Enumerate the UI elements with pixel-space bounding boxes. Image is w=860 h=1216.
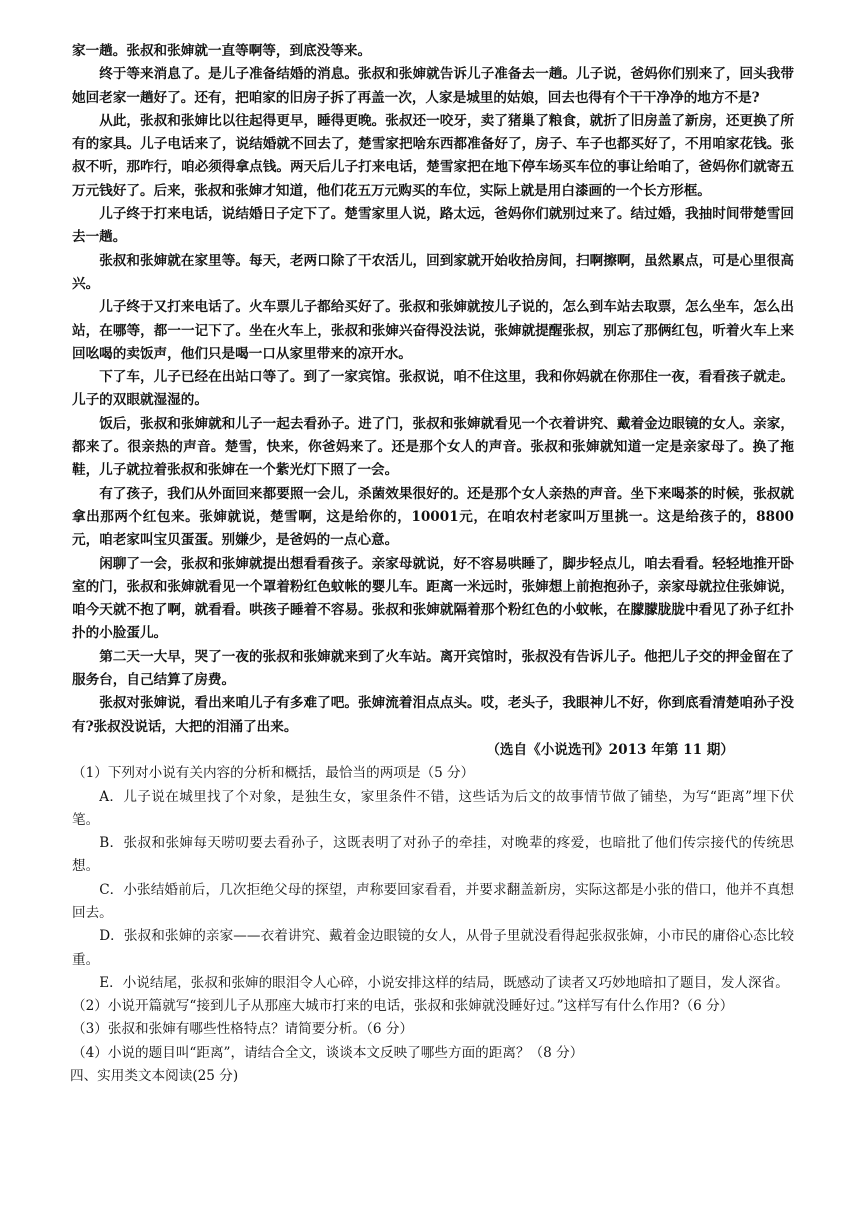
story-paragraph-7: 饭后，张叔和张婶就和儿子一起去看孙子。进了门，张叔和张婶就看见一个衣着讲究、戴着金边眼镜的女人。亲家，都来了。很亲热的声音。楚雪，快来，你爸妈来了。还是那个女人的声音。张叔和张婶就知道一定是亲家母了。换了拖鞋，儿子就拉着张叔和张婶在一个紫光灯下照了一会。 bbox=[72, 415, 794, 479]
story-paragraph-10: 第二天一大早，哭了一夜的张叔和张婶就来到了火车站。离开宾馆时，张叔没有告诉儿子。他把儿子交的押金留在了服务台，自己结算了房费。 bbox=[72, 648, 794, 689]
story-paragraph-3: 儿子终于打来电话，说结婚日子定下了。楚雪家里人说，路太远，爸妈你们就别过来了。结过婚，我抽时间带楚雪回去一趟。 bbox=[72, 206, 794, 246]
story-paragraph-6: 下了车，儿子已经在出站口等了。到了一家宾馆。张叔说，咱不住这里，我和你妈就在你那住一夜，看看孩子就走。儿子的双眼就湿湿的。 bbox=[72, 369, 794, 409]
question-4: （4）小说的题目叫“距离”，请结合全文，谈谈本文反映了哪些方面的距离？（8 分） bbox=[72, 1044, 584, 1061]
question-3: （3）张叔和张婶有哪些性格特点？请简要分析。（6 分） bbox=[72, 1021, 414, 1038]
story-paragraph-1: 终于等来消息了。是儿子准备结婚的消息。张叔和张婶就告诉儿子准备去一趟。儿子说，爸妈你们别来了，回头我带她回老家一趟好了。还有，把咱家的旧房子拆了再盖一次，人家是城里的姑娘，回去也得有个干干净净的地方不是? bbox=[72, 66, 794, 106]
story-paragraph-8: 有了孩子，我们从外面回来都要照一会儿，杀菌效果很好的。还是那个女人亲热的声音。坐下来喝茶的时候，张叔就拿出那两个红包来。张婶就说，楚雪啊，这是给你的，10001元，在咱农村老家叫万里挑一。这是给孩子的，8800元，咱老家叫宝贝蛋蛋。别嫌少，是爸妈的一点心意。 bbox=[72, 485, 794, 549]
story-paragraph-4: 张叔和张婶就在家里等。每天，老两口除了干农活儿，回到家就开始收拾房间，扫啊擦啊，虽然累点，可是心里很高兴。 bbox=[72, 252, 794, 292]
story-paragraph-9: 闲聊了一会，张叔和张婶就提出想看看孩子。亲家母就说，好不容易哄睡了，脚步轻点儿，咱去看看。轻轻地推开卧室的门，张叔和张婶就看见一个罩着粉红色蚊帐的婴儿车。距离一米远时，张婶想上前抱抱孙子，亲家母就拉住张婶说，咱今天就不抱了啊，就看看。哄孩子睡着不容易。张叔和张婶就隔着那个粉红色的小蚊帐，在朦朦胧胧中看见了孙子红扑扑的小脸蛋儿。 bbox=[72, 555, 794, 642]
section-heading-next: 四、实用类文本阅读(25 分) bbox=[70, 1068, 239, 1085]
story-paragraph-0: 家一趟。张叔和张婶就一直等啊等，到底没等来。 bbox=[72, 43, 372, 59]
question-1-option-b: B．张叔和张婶每天唠叨要去看孙子，这既表明了对孙子的牵挂，对晚辈的疼爱，也暗批了他们传宗接代的传统思想。 bbox=[72, 835, 794, 875]
story-source: （选自《小说选刊》2013 年第 11 期） bbox=[486, 741, 734, 758]
question-1-option-c: C．小张结婚前后，几次拒绝父母的探望，声称要回家看看，并要求翻盖新房，实际这都是小张的借口，他并不真想回去。 bbox=[72, 881, 794, 921]
document-page bbox=[72, 40, 794, 1088]
question-1-option-a: A．儿子说在城里找了个对象，是独生女，家里条件不错，这些话为后文的故事情节做了铺垫，为写“距离”埋下伏笔。 bbox=[72, 788, 794, 828]
story-paragraph-2: 从此，张叔和张婶比以往起得更早，睡得更晚。张叔还一咬牙，卖了猪巢了粮食，就折了旧房盖了新房，还更换了所有的家具。儿子电话来了，说结婚就不回去了，楚雪家把啥东西都准备好了，房子、车子也都买好了，不用咱家花钱。张叔不听，那咋行，咱必须得拿点钱。两天后儿子打来电话，楚雪家把在地下停车场买车位的事让给咱了，爸妈你们就寄五万元钱好了。后来，张叔和张婶才知道，他们花五万元购买的车位，实际上就是用白漆画的一个长方形框。 bbox=[72, 112, 794, 199]
story-paragraph-5: 儿子终于又打来电话了。火车票儿子都给买好了。张叔和张婶就按儿子说的，怎么到车站去取票，怎么坐车，怎么出站，在哪等，都一一记下了。坐在火车上，张叔和张婶兴奋得没法说，张婶就提醒张叔，别忘了那俩红包，听着火车上来回吆喝的卖饭声，他们只是喝一口从家里带来的凉开水。 bbox=[72, 299, 794, 362]
story-paragraph-11: 张叔对张婶说，看出来咱儿子有多难了吧。张婶流着泪点点头。哎，老头子，我眼神儿不好，你到底看清楚咱孙子没有?张叔没说话，大把的泪涌了出来。 bbox=[72, 695, 794, 735]
question-2: （2）小说开篇就写“接到儿子从那座大城市打来的电话，张叔和张婶就没睡好过。”这样写有什么作用?（6 分） bbox=[72, 998, 734, 1015]
question-1: （1）下列对小说有关内容的分析和概括，最恰当的两项是（5 分） bbox=[72, 765, 475, 782]
question-1-option-d: D．张叔和张婶的亲家——衣着讲究、戴着金边眼镜的女人，从骨子里就没看得起张叔张婶，小市民的庸俗心态比较重。 bbox=[72, 928, 794, 968]
question-1-option-e: E．小说结尾，张叔和张婶的眼泪令人心碎，小说安排这样的结局，既感动了读者又巧妙地暗扣了题目，发人深省。 bbox=[99, 974, 789, 991]
